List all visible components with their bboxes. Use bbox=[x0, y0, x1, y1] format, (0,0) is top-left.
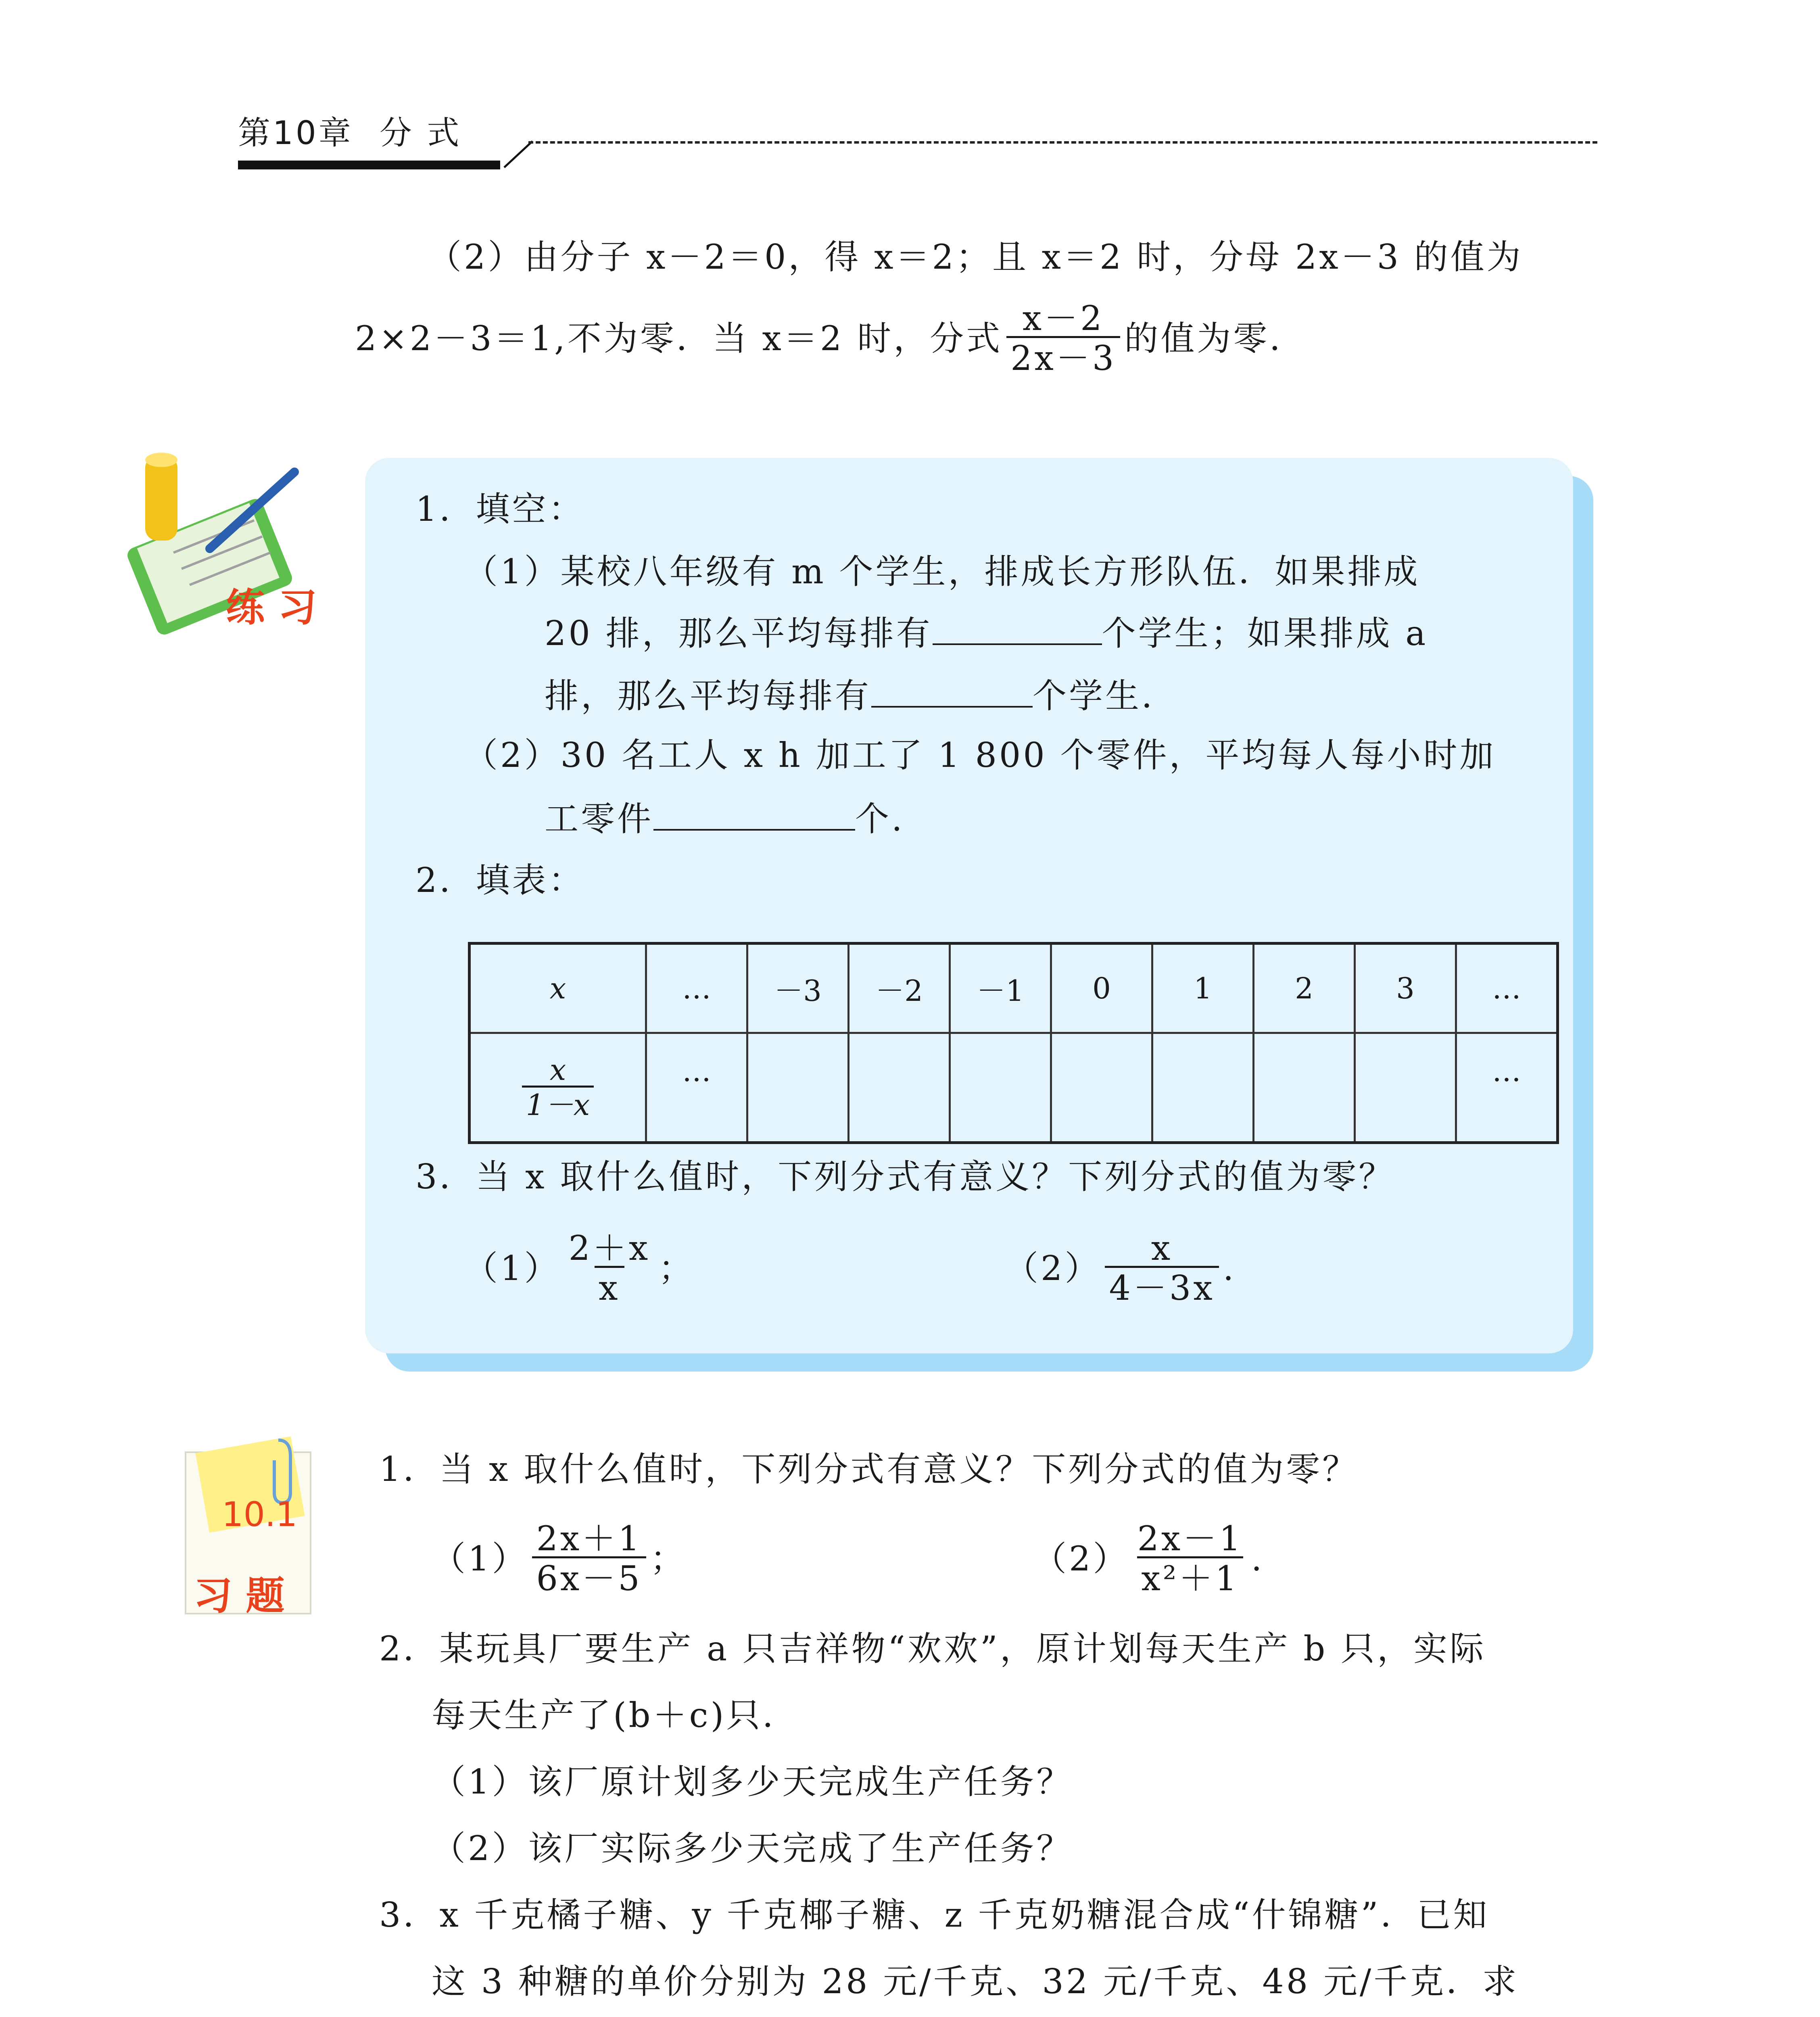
exercise-q1-1-den: 6x－5 bbox=[532, 1556, 646, 1596]
fill-table bbox=[468, 942, 1559, 1144]
practice-q3-title: 3．当 x 取什么值时，下列分式有意义？下列分式的值为零？ bbox=[415, 1157, 1395, 1196]
table-head-fraction bbox=[522, 1052, 594, 1122]
table-cell: 3 bbox=[1355, 944, 1456, 1033]
chapter-title: 分 式 bbox=[379, 114, 462, 152]
table-head-fraction-num: x bbox=[549, 1052, 566, 1087]
table-cell: … bbox=[1456, 944, 1558, 1033]
exercise-q2-line-b: 每天生产了(b＋c)只． bbox=[432, 1695, 799, 1735]
practice-q3-2-den: 4－3x bbox=[1105, 1266, 1219, 1306]
exercise-q1-2-fraction bbox=[1133, 1519, 1247, 1599]
intro-fraction-den: 2x－3 bbox=[1006, 336, 1120, 376]
exercise-q2-1: （1）该厂原计划多少天完成生产任务？ bbox=[432, 1762, 1073, 1802]
exercise-q3-line-a: 3．x 千克橘子糖、y 千克椰子糖、z 千克奶糖混合成“什锦糖”．已知 bbox=[379, 1895, 1490, 1935]
practice-q1-1-line-a: （1）某校八年级有 m 个学生，排成长方形队伍．如果排成 bbox=[464, 552, 1420, 591]
table-row bbox=[470, 1033, 1558, 1143]
practice-q3-1-label: （1） bbox=[464, 1248, 561, 1288]
practice-q1-2-b-pre: 工零件 bbox=[545, 799, 654, 839]
practice-q1-1-b-post: 个学生；如果排成 a bbox=[1102, 614, 1428, 653]
practice-q3-2-end: . bbox=[1223, 1248, 1236, 1288]
table-answer-cell[interactable] bbox=[950, 1033, 1051, 1143]
table-answer-cell[interactable] bbox=[1254, 1033, 1355, 1143]
intro-fraction-num: x－2 bbox=[1022, 299, 1104, 338]
exercise-q1: 1．当 x 取什么值时，下列分式有意义？下列分式的值为零？ bbox=[379, 1449, 1359, 1489]
intro-line-2 bbox=[355, 301, 1306, 376]
header-underline bbox=[238, 161, 500, 169]
header-dashed-line bbox=[528, 141, 1597, 144]
practice-q3-2-label: （2） bbox=[1004, 1248, 1101, 1288]
table-cell: 0 bbox=[1051, 944, 1152, 1033]
practice-q3-2 bbox=[1004, 1230, 1236, 1306]
answer-blank[interactable] bbox=[933, 615, 1102, 645]
practice-panel bbox=[365, 458, 1573, 1353]
practice-q3-1-den: x bbox=[595, 1266, 624, 1306]
table-row bbox=[470, 944, 1558, 1033]
intro-line-1: （2）由分子 x－2＝0，得 x＝2；且 x＝2 时，分母 2x－3 的值为 bbox=[428, 237, 1523, 277]
exercise-q1-2-end: . bbox=[1251, 1539, 1265, 1579]
exercise-q1-2-num: 2x－1 bbox=[1137, 1519, 1243, 1558]
exercise-q1-1-label: （1） bbox=[432, 1539, 528, 1579]
practice-q3-2-num: x bbox=[1151, 1228, 1173, 1268]
practice-q1-1-b-pre: 20 排，那么平均每排有 bbox=[545, 614, 933, 653]
practice-q3-1 bbox=[464, 1230, 695, 1306]
table-cell: 1 bbox=[1152, 944, 1254, 1033]
table-cell: … bbox=[646, 944, 747, 1033]
table-cell: －2 bbox=[849, 944, 950, 1033]
answer-blank[interactable] bbox=[653, 801, 855, 831]
exercise-q1-1 bbox=[432, 1519, 687, 1599]
table-cell bbox=[470, 1033, 646, 1143]
table-cell: … bbox=[646, 1033, 747, 1143]
exercise-q3-line-b: 这 3 种糖的单价分别为 28 元/千克、32 元/千克、48 元/千克．求 bbox=[432, 1962, 1519, 2001]
header-slash bbox=[500, 129, 536, 169]
exercise-q1-2-den: x²＋1 bbox=[1137, 1556, 1243, 1596]
table-cell: －3 bbox=[747, 944, 849, 1033]
table-answer-cell[interactable] bbox=[747, 1033, 849, 1143]
exercise-badge-number: 10.1 bbox=[222, 1495, 298, 1534]
practice-q1-2-b-post: 个. bbox=[855, 799, 905, 839]
practice-badge: 练 习 bbox=[226, 585, 317, 630]
exercise-q1-1-num: 2x＋1 bbox=[536, 1519, 642, 1558]
chapter-header bbox=[238, 114, 462, 152]
exercise-q1-1-fraction bbox=[532, 1519, 646, 1599]
practice-q3-1-fraction bbox=[564, 1230, 654, 1306]
table-cell: －1 bbox=[950, 944, 1051, 1033]
table-answer-cell[interactable] bbox=[849, 1033, 950, 1143]
exercise-q2-line-a: 2．某玩具厂要生产 a 只吉祥物“欢欢”，原计划每天生产 b 只，实际 bbox=[379, 1629, 1486, 1668]
table-head-fraction-den: 1－x bbox=[522, 1086, 594, 1121]
practice-q3-1-num: 2＋x bbox=[568, 1228, 651, 1268]
practice-q1-1-line-c bbox=[545, 676, 1178, 716]
exercise-q1-1-end: ； bbox=[650, 1539, 687, 1579]
practice-q1-1-line-b bbox=[545, 614, 1428, 653]
practice-q1-1-c-post: 个学生． bbox=[1033, 676, 1178, 716]
chapter-number: 第10章 bbox=[238, 114, 353, 152]
practice-q2-title: 2．填表： bbox=[415, 860, 585, 900]
table-answer-cell[interactable] bbox=[1051, 1033, 1152, 1143]
intro-fraction bbox=[1006, 301, 1120, 376]
practice-q1-1-c-pre: 排，那么平均每排有 bbox=[545, 676, 872, 716]
table-cell: 2 bbox=[1254, 944, 1355, 1033]
exercise-q1-2-label: （2） bbox=[1033, 1539, 1129, 1579]
practice-q1-title: 1．填空： bbox=[415, 489, 585, 529]
practice-q3-2-fraction bbox=[1105, 1230, 1219, 1306]
intro-line-2-post: 的值为零． bbox=[1124, 318, 1306, 358]
practice-q3-1-end: ； bbox=[658, 1248, 695, 1288]
table-cell: x bbox=[470, 944, 646, 1033]
practice-q1-2-line-b bbox=[545, 799, 905, 839]
intro-line-2-pre: 2×2－3＝1,不为零．当 x＝2 时，分式 bbox=[355, 318, 1003, 358]
answer-blank[interactable] bbox=[871, 678, 1033, 708]
table-answer-cell[interactable] bbox=[1355, 1033, 1456, 1143]
practice-q1-2-line-a: （2）30 名工人 x h 加工了 1 800 个零件，平均每人每小时加 bbox=[464, 735, 1496, 775]
table-answer-cell[interactable] bbox=[1152, 1033, 1254, 1143]
exercise-q2-2: （2）该厂实际多少天完成了生产任务？ bbox=[432, 1829, 1073, 1868]
table-cell: … bbox=[1456, 1033, 1558, 1143]
exercise-badge-text: 习 题 bbox=[194, 1573, 285, 1618]
exercise-q1-2 bbox=[1033, 1519, 1265, 1599]
